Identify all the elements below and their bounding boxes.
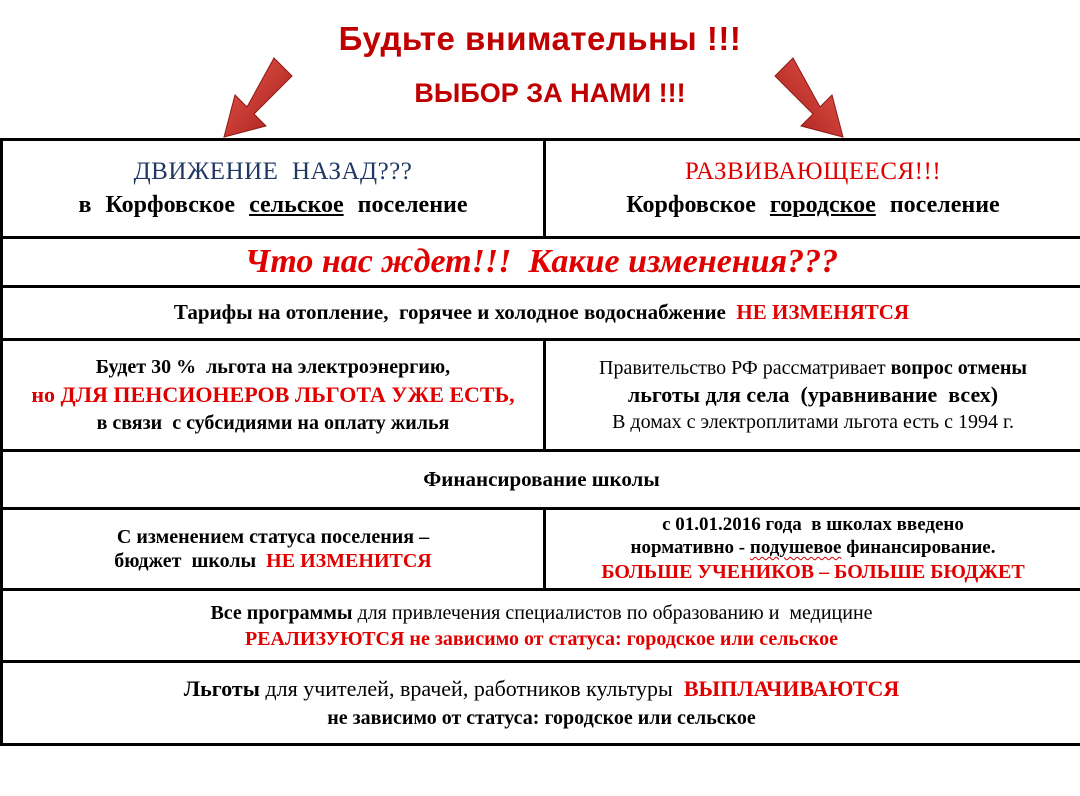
headline-warning: Будьте внимательны !!! (338, 20, 742, 57)
rural-subtitle: в Корфовское сельское поселение (78, 192, 468, 219)
urban-subtitle: Корфовское городское поселение (626, 192, 1000, 219)
cell-school-budget: С изменением статуса поселения – бюджет школы НЕ ИЗМЕНИТСЯ (114, 526, 432, 572)
cell-rural-settlement (3, 141, 543, 236)
tariffs-text: Тарифы на отопление, горячее и холодное водоснабжение (173, 300, 726, 325)
rural-heading: ДВИЖЕНИЕ НАЗАД??? (133, 158, 413, 186)
cell-per-capita-funding: с 01.01.2016 года в школах введено нормативно - подушевое финансирование. БОЛЬШЕ УЧЕНИКОВ – БОЛЬШЕ БЮДЖЕТ (601, 514, 1025, 583)
row-staff-benefits: Льготы для учителей, врачей, работников культуры ВЫПЛАЧИВАЮТСЯ не зависимо от статуса: городское или сельское (183, 675, 900, 730)
arrow-down-left-icon (765, 55, 855, 145)
headline-choice: ВЫБОР ЗА НАМИ !!! (414, 78, 686, 108)
arrow-down-right-icon (212, 55, 302, 145)
urban-heading: РАЗВИВАЮЩЕЕСЯ!!! (684, 158, 942, 186)
row-specialist-programs: Все программы для привлечения специалистов по образованию и медицине РЕАЛИЗУЮТСЯ не зависимо от статуса: городское или сельское (210, 601, 873, 650)
row-school-funding: Финансирование школы (423, 466, 660, 491)
row-tariffs (3, 288, 1080, 338)
row-what-awaits: Что нас ждет!!! Какие изменения??? (244, 242, 839, 280)
tariffs-unchanged: НЕ ИЗМЕНЯТСЯ (736, 300, 910, 325)
cell-government-review: Правительство РФ рассматривает вопрос отмены льготы для села (уравнивание всех) В домах с электроплитами льгота есть с 1994 г. (599, 356, 1027, 434)
cell-electricity-benefit: Будет 30 % льгота на электроэнергию, но ДЛЯ ПЕНСИОНЕРОВ ЛЬГОТА УЖЕ ЕСТЬ, в связи с субсидиями на оплату жилья (31, 355, 515, 435)
cell-urban-settlement (546, 141, 1080, 236)
